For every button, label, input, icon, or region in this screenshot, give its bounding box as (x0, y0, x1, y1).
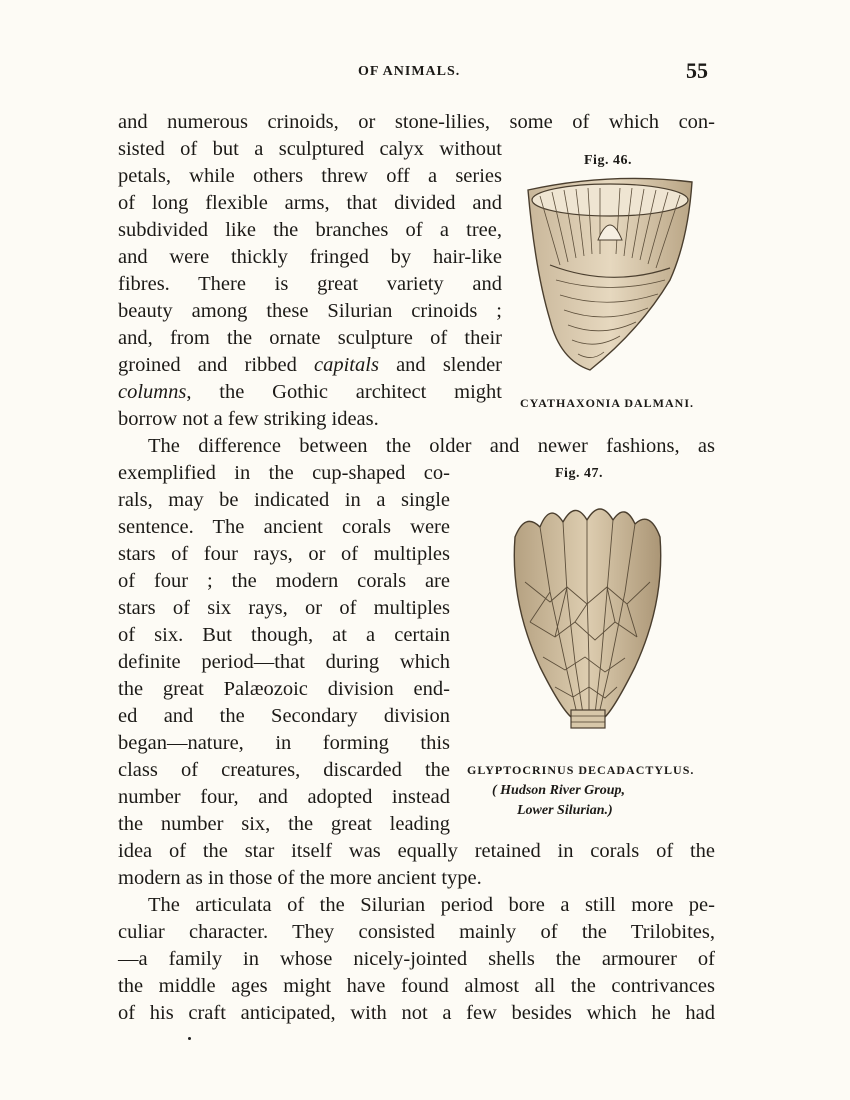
cyathaxonia-illustration (520, 170, 700, 380)
page-header (0, 58, 850, 86)
text-line: rals, may be indicated in a single (118, 489, 450, 511)
text-line: began—nature, in forming this (118, 732, 450, 754)
text-line: stars of four rays, or of multiples (118, 543, 450, 565)
text-line: class of creatures, discarded the (118, 759, 450, 781)
figure-caption-sub: ( Hudson River Group, (492, 783, 626, 798)
italic-text: capitals (314, 354, 379, 376)
text-line: exemplified in the cup-shaped co- (118, 462, 450, 484)
italic-text: columns (118, 381, 187, 403)
text-line: of six. But though, at a certain (118, 624, 450, 646)
ink-mark (188, 1037, 191, 1040)
text-line: of long flexible arms, that divided and (118, 192, 502, 214)
text-segment: groined and ribbed (118, 354, 297, 376)
text-line: beauty among these Silurian crinoids ; (118, 300, 502, 322)
text-line: and were thickly fringed by hair-like (118, 246, 502, 268)
text-line: of four ; the modern corals are (118, 570, 450, 592)
text-line: —a family in whose nicely-jointed shells the armourer of (118, 948, 715, 970)
text-line: subdivided like the branches of a tree, (118, 219, 502, 241)
text-line: borrow not a few striking ideas. (118, 408, 379, 430)
text-line: definite period—that during which (118, 651, 450, 673)
text-segment: and slender (396, 354, 503, 376)
text-line: culiar character. They consisted mainly of the Trilobites, (118, 921, 715, 943)
figure-caption: CYATHAXONIA DALMANI. (520, 396, 695, 410)
text-line: petals, while others threw off a series (118, 165, 502, 187)
text-line: the middle ages might have found almost all the contrivances (118, 975, 715, 997)
text-line: and numerous crinoids, or stone-lilies, some of which con- (118, 111, 715, 133)
figure-caption: GLYPTOCRINUS DECADACTYLUS. (467, 763, 695, 777)
page-number: 55 (686, 58, 708, 83)
text-line: modern as in those of the more ancient type. (118, 867, 482, 889)
text-line: and, from the ornate sculpture of their (118, 327, 502, 349)
glyptocrinus-illustration (505, 492, 670, 732)
text-line: number four, and adopted instead (118, 786, 450, 808)
figure-label: Fig. 46. (584, 153, 632, 168)
text-line: the great Palæozoic division end- (118, 678, 450, 700)
text-line: stars of six rays, or of multiples (118, 597, 450, 619)
text-line: sisted of but a sculptured calyx without (118, 138, 502, 160)
text-line: the number six, the great leading (118, 813, 450, 835)
text-line: fibres. There is great variety and (118, 273, 502, 295)
text-line: idea of the star itself was equally retained in corals of the (118, 840, 715, 862)
text-line (118, 352, 502, 379)
text-line: The difference between the older and newer fashions, as (148, 435, 715, 457)
figure-caption-sub: Lower Silurian.) (517, 803, 613, 818)
text-line: of his craft anticipated, with not a few besides which he had (118, 1002, 715, 1024)
text-line: ed and the Secondary division (118, 705, 450, 727)
text-line: The articulata of the Silurian period bore a still more pe- (148, 894, 715, 916)
figure-label: Fig. 47. (555, 466, 603, 481)
text-line (118, 379, 502, 406)
text-segment: , the Gothic architect might (186, 381, 502, 403)
text-line: sentence. The ancient corals were (118, 516, 450, 538)
running-head: OF ANIMALS. (358, 64, 461, 79)
